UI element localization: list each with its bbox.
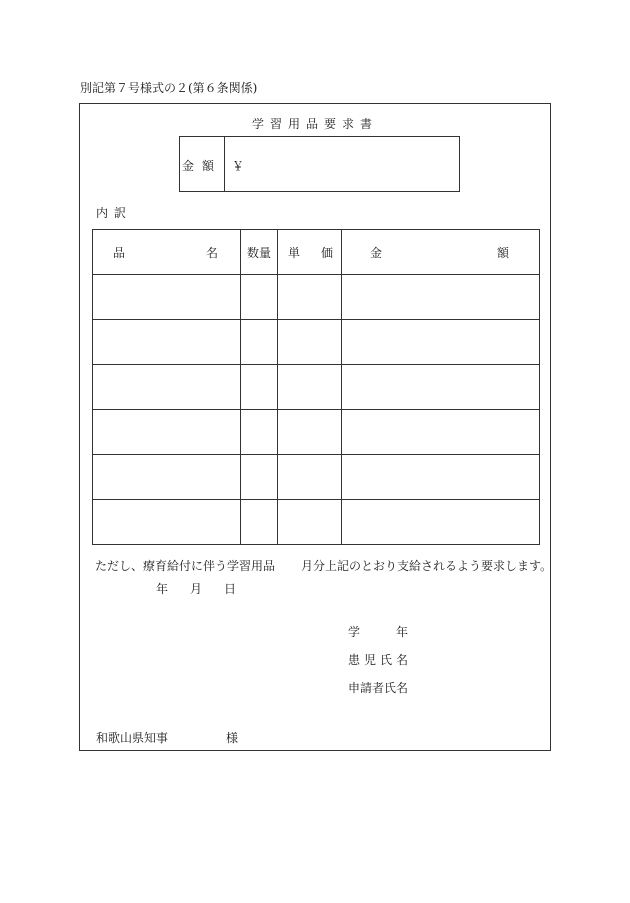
- table-row: [93, 275, 540, 320]
- form-reference: 別記第７号様式の２(第６条関係): [80, 81, 258, 95]
- yen-symbol[interactable]: ￥: [232, 159, 245, 173]
- request-statement: [95, 557, 552, 574]
- header-amount-char-2: 額: [496, 245, 509, 260]
- addressee-line: [96, 729, 238, 746]
- item-name-cell[interactable]: [93, 275, 241, 320]
- form-title: 学習用品要求書: [251, 117, 378, 131]
- amount-cell[interactable]: [342, 500, 540, 545]
- grade-label-2: 年: [396, 625, 409, 639]
- header-amount: [342, 230, 540, 275]
- quantity-cell[interactable]: [241, 410, 278, 455]
- statement-part-1: ただし、療育給付に伴う学習用品: [95, 559, 276, 573]
- table-row: [93, 365, 540, 410]
- item-name-cell[interactable]: [93, 410, 241, 455]
- quantity-cell[interactable]: [241, 500, 278, 545]
- table-header-row: [93, 230, 540, 275]
- form-frame: [79, 103, 551, 751]
- header-price-char-1: 単: [288, 245, 301, 260]
- header-item-name: [93, 230, 241, 275]
- amount-cell[interactable]: [342, 275, 540, 320]
- child-name-label: 患児氏名: [348, 653, 413, 667]
- date-line: [156, 580, 236, 597]
- amount-cell[interactable]: [342, 365, 540, 410]
- header-price-char-2: 価: [320, 245, 333, 260]
- grade-field[interactable]: [348, 623, 408, 640]
- honorific-label: 様: [226, 731, 239, 745]
- date-day-label: 日: [224, 582, 237, 596]
- header-unit-price: [278, 230, 342, 275]
- table-row: [93, 500, 540, 545]
- amount-cell[interactable]: [342, 455, 540, 500]
- items-table: [92, 229, 540, 545]
- unit-price-cell[interactable]: [278, 500, 342, 545]
- header-amount-char-1: 金: [370, 245, 383, 260]
- quantity-cell[interactable]: [241, 455, 278, 500]
- header-quantity: 数量: [241, 230, 278, 275]
- item-name-cell[interactable]: [93, 500, 241, 545]
- quantity-cell[interactable]: [241, 320, 278, 365]
- item-name-cell[interactable]: [93, 455, 241, 500]
- amount-cell[interactable]: [342, 320, 540, 365]
- governor-label: 和歌山県知事: [96, 731, 169, 745]
- header-item-char-1: 品: [113, 245, 126, 260]
- unit-price-cell[interactable]: [278, 410, 342, 455]
- unit-price-cell[interactable]: [278, 365, 342, 410]
- amount-cell[interactable]: [342, 410, 540, 455]
- date-year-label: 年: [156, 582, 169, 596]
- quantity-cell[interactable]: [241, 365, 278, 410]
- total-amount-box: [179, 136, 460, 192]
- statement-part-2: 月分上記のとおり支給されるよう要求します。: [301, 559, 553, 573]
- applicant-name-field[interactable]: [348, 679, 408, 696]
- table-row: [93, 455, 540, 500]
- amount-label: 金額: [180, 137, 225, 191]
- item-name-cell[interactable]: [93, 365, 241, 410]
- child-name-field[interactable]: [348, 651, 412, 668]
- breakdown-label: 内訳: [96, 206, 133, 220]
- grade-label-1: 学: [348, 625, 361, 639]
- item-name-cell[interactable]: [93, 320, 241, 365]
- unit-price-cell[interactable]: [278, 275, 342, 320]
- header-item-char-2: 名: [205, 245, 218, 260]
- unit-price-cell[interactable]: [278, 320, 342, 365]
- table-row: [93, 320, 540, 365]
- quantity-cell[interactable]: [241, 275, 278, 320]
- unit-price-cell[interactable]: [278, 455, 342, 500]
- date-month-label: 月: [190, 582, 203, 596]
- table-row: [93, 410, 540, 455]
- applicant-name-label: 申請者氏名: [348, 681, 409, 695]
